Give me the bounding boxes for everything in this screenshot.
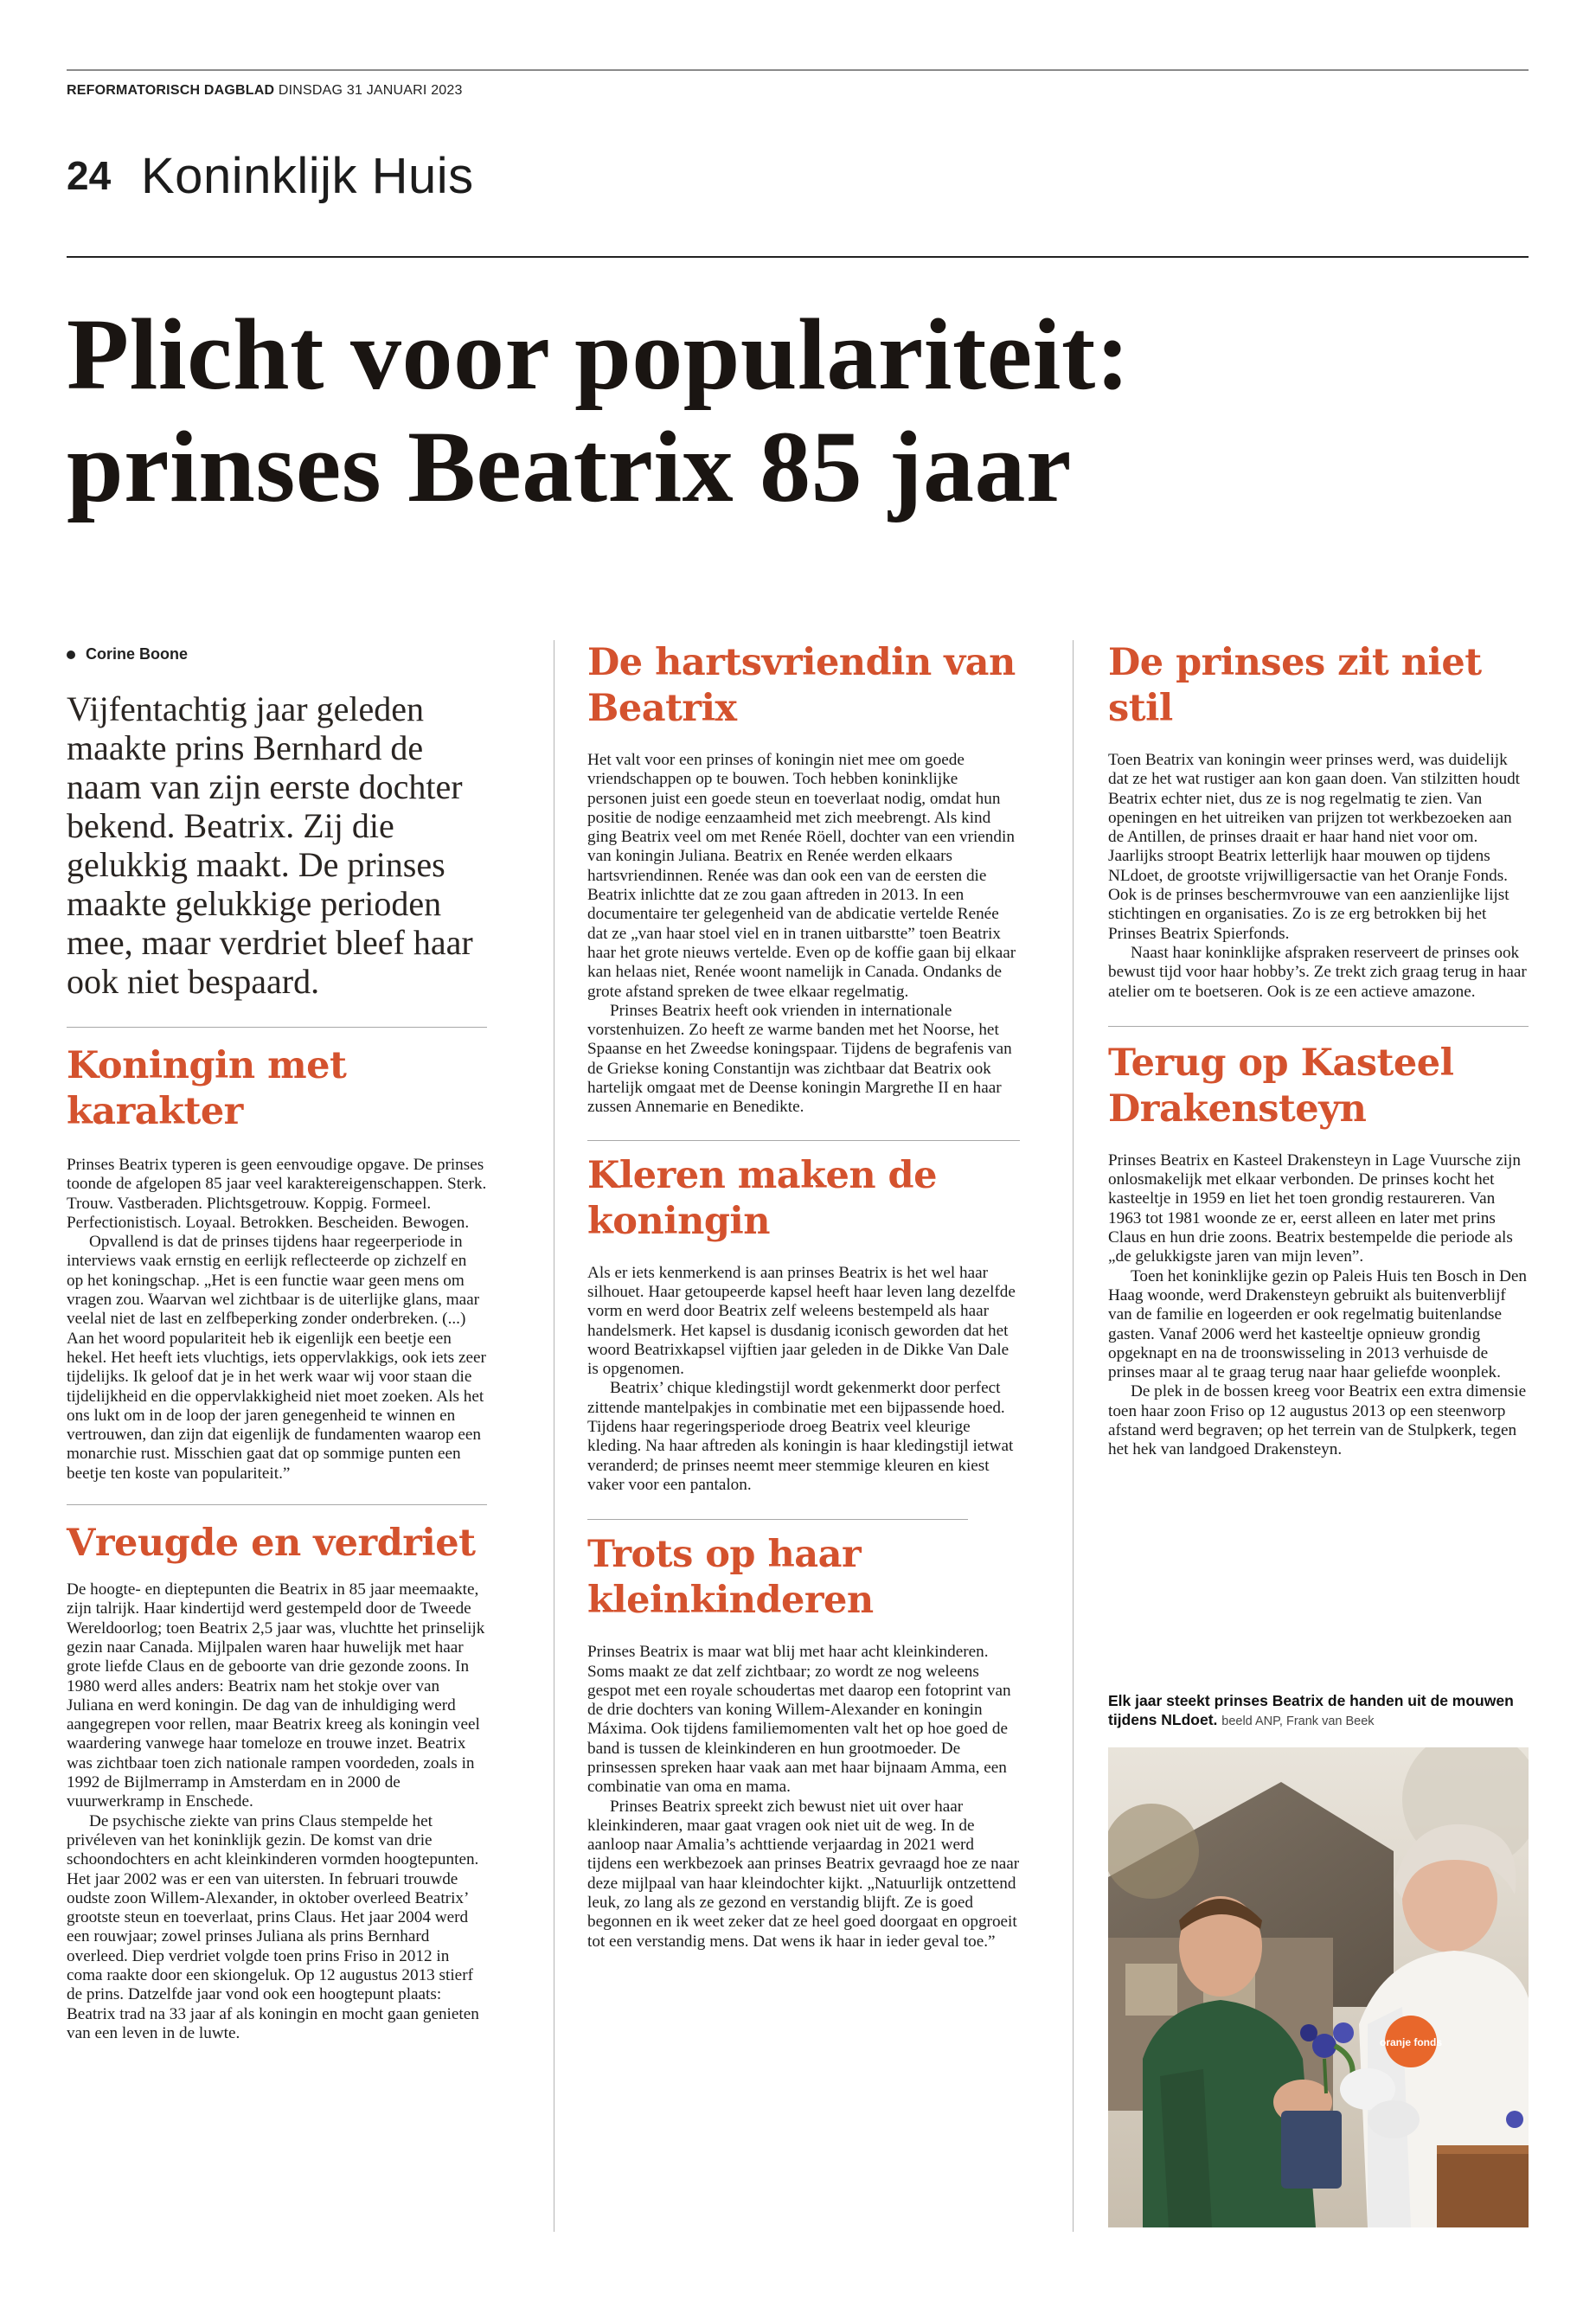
- subhead-drakensteyn: Terug op Kasteel Drakensteyn: [1108, 1041, 1454, 1131]
- paragraph: Toen het koninklijke gezin op Paleis Huis ten Bosch in Den Haag woonde, werd Drakensteyn gebruikt als buitenverblijf van de familie en logeerden er ook regelmatig buitenlandse gasten. Vanaf 2006 werd het kasteeltje opnieuw grondig opgeknapt en na de troonswisseling in 2013 verhuisde de prinses maar al te graag terug naar haar geliefde woonplek.: [1108, 1266, 1528, 1382]
- divider: [587, 1140, 1020, 1141]
- column-2: [587, 640, 1020, 1952]
- section-header: [67, 145, 1529, 258]
- section-drakensteyn-body: [1108, 1151, 1529, 1460]
- photo-credit: beeld ANP, Frank van Beek: [1221, 1715, 1375, 1728]
- byline: [67, 645, 487, 663]
- paragraph: Prinses Beatrix spreekt zich bewust niet uit over haar kleinkinderen, maar gaat vragen ook niet uit de weg. In de aanloop naar Amalia’s achttiende verjaardag in 2021 werd tijdens een werkbezoek aan prinses Beatrix gevraagd hoe ze naar deze mijlpaal van haar kleindochter kijkt. „Natuurlijk ontzettend leuk, zo lang als ze gezond en verstandig blijft. Ze is goed begonnen en ik weet zeker dat ze heel goed doorgaat en opgroeit tot een verstandig mens. Dat wens ik haar in ieder geval toe.”: [587, 1797, 1020, 1951]
- subhead-stil: De prinses zit niet stil: [1108, 641, 1482, 730]
- divider: [67, 1027, 487, 1028]
- paragraph: Beatrix’ chique kledingstijl wordt gekenmerkt door perfect zittende mantelpakjes in combinatie met een bijpassende hoed. Tijdens haar regeringsperiode droeg Beatrix veel kleurige kleding. Na haar aftreden als koningin is haar kledingstijl ietwat veranderd; de prinses neemt meer stemmige kleuren en kiest vaker voor een pantalon.: [587, 1379, 1014, 1494]
- paragraph: Toen Beatrix van koningin weer prinses werd, was duidelijk dat ze het wat rustiger aan kon gaan doen. Van stilzitten houdt Beatrix echter niet, dus ze is nog regelmatig te zien. Van openingen en het uitreiken van prijzen tot werkbezoeken aan de Antillen, de prinses draait er haar hand niet voor om. Jaarlijks stroopt Beatrix letterlijk haar mouwen op tijdens NLdoet, de grootste vrijwilligersactie van het Oranje Fonds. Ook is de prinses beschermvrouwe van een aanzienlijke lijst stichtingen en organisaties. Zo is ze erg betrokken bij het Prinses Beatrix Spierfonds.: [1108, 751, 1520, 943]
- photo-illustration: [1108, 1747, 1529, 2227]
- divider: [1108, 1026, 1529, 1027]
- photo-caption: [1108, 1691, 1529, 1731]
- divider: [587, 1519, 968, 1520]
- author-name: Corine Boone: [86, 645, 189, 663]
- paragraph: Als er iets kenmerkend is aan prinses Beatrix is het wel haar silhouet. Haar getoupeerde kapsel heeft haar leven lang dezelfde vorm en werd door Beatrix zelf weleens bestempeld als haar handelsmerk. Het kapsel is dusdanig iconisch geworden dat het woord Beatrixkapsel vijftien jaar geleden in de Dikke Van Dale is opgenomen.: [587, 1263, 1016, 1379]
- section-trots-body: [587, 1643, 1020, 1952]
- subhead-koningin: Koningin met karakter: [67, 1044, 347, 1133]
- section-title: Koninklijk Huis: [141, 148, 474, 204]
- newspaper-name: REFORMATORISCH DAGBLAD: [67, 83, 275, 98]
- paragraph: Opvallend is dat de prinses tijdens haar regeerperiode in interviews vaak ernstig en eerlijk reflecteerde op zichzelf en op het koningschap. „Het is een functie waar geen mens om vragen zou. Waarvan wel zichtbaar is de uiterlijke glans, maar veelal niet de last en zelfbeperking zonder onderbreken. (...) Aan het woord populariteit heb ik eigenlijk een beetje een hekel. Het heeft iets vluchtigs, iets oppervlakkigs, ook iets zeer tijdelijks. Ik geloof dat je in het werk waar wij voor staan die tijdelijkheid en die oppervlakkigheid niet moet zoeken. Als het ons lukt om in de loop der jaren genegenheid te winnen en vertrouwen, dan zijn dat eigenlijk de fundamenten waarop een monarchie rust. Misschien gaat dat op sommige punten een beetje ten koste van populariteit.”: [67, 1233, 486, 1483]
- divider: [67, 1504, 487, 1505]
- column-3: [1108, 640, 1529, 1728]
- subhead-hartsvriendin: De hartsvriendin van Beatrix: [587, 641, 1016, 730]
- paragraph: Naast haar koninklijke afspraken reserveert de prinses ook bewust tijd voor haar hobby’s. Ze trekt zich graag terug in haar atelier om te boetseren. Ook is ze een actieve amazone.: [1108, 943, 1527, 1001]
- subhead-vreugde: Vreugde en verdriet: [67, 1522, 476, 1566]
- section-hartsvriendin-body: [587, 751, 1020, 1118]
- paragraph: Prinses Beatrix heeft ook vrienden in internationale vorstenhuizen. Zo heeft ze warme banden met het Noorse, het Spaanse en het Zweedse koningspaar. Tijdens de begrafenis van de Griekse koning Constantijn was zichtbaar dat Beatrix ook hartelijk omgaat met de Deense koningin Margrethe II en haar zussen Annemarie en Benedikte.: [587, 1001, 1012, 1117]
- edition-date: DINSDAG 31 JANUARI 2023: [278, 83, 463, 98]
- article-intro: Vijfentachtig jaar geleden maakte prins Bernhard de naam van zijn eerste dochter bekend. Beatrix. Zij die gelukkig maakt. De prinses maakte gelukkige perioden mee, maar verdriet bleef haar ook niet bespaard.: [67, 689, 473, 1001]
- column-1: [67, 640, 487, 2043]
- masthead: [67, 69, 1529, 99]
- headline-line-1: Plicht voor populariteit:: [67, 298, 1131, 411]
- section-vreugde-body: [67, 1580, 487, 2043]
- section-kleren-body: [587, 1264, 1020, 1496]
- article-headline: [67, 298, 1529, 523]
- shirt-logo-text: oranje fonds: [1379, 2036, 1443, 2048]
- section-koningin-body: [67, 1156, 487, 1484]
- headline-line-2: prinses Beatrix 85 jaar: [67, 410, 1072, 523]
- column-divider-2: [1073, 640, 1074, 2232]
- paragraph: Prinses Beatrix is maar wat blij met haar acht kleinkinderen. Soms maakt ze dat zelf zichtbaar; zo wordt ze nog weleens gespot met een royale schoudertas met daarop een fotoprint van de drie dochters van koning Willem-Alexander en koningin Máxima. Ook tijdens familiemomenten valt het op hoe goed de band is tussen de kleinkinderen en hun grootmoeder. De prinsessen spreken haar vaak aan met haar bijnaam Amma, een combinatie van oma en mama.: [587, 1643, 1011, 1797]
- paragraph: De hoogte- en dieptepunten die Beatrix in 85 jaar meemaakte, zijn talrijk. Haar kindertijd werd gestempeld door de Tweede Wereldoorlog; toen Beatrix 2,5 jaar was, vluchtte het prinselijk gezin naar Canada. Mijlpalen waren haar huwelijk met haar grote liefde Claus en de geboorte van drie gezonde zoons. In 1980 werd alles anders: Beatrix nam het stokje over van Juliana en werd koningin. De dag van de inhuldiging werd aangegrepen voor rellen, maar Beatrix kreeg als koningin veel waardering vanwege haar tomeloze en trouwe inzet. Beatrix was zichtbaar toen zich nationale rampen voordeden, zoals in 1992 de Bijlmerramp in Amsterdam en in 2000 de vuurwerkramp in Enschede.: [67, 1580, 485, 1811]
- paragraph: De plek in de bossen kreeg voor Beatrix een extra dimensie toen haar zoon Friso op 12 augustus 2013 op een steenworp afstand werd begraven; op het terrein van de Stulpkerk, tegen het hek van landgoed Drakensteyn.: [1108, 1382, 1527, 1459]
- section-stil-body: [1108, 751, 1529, 1002]
- page-number: 24: [67, 153, 112, 198]
- caption-text: Elk jaar steekt prinses Beatrix de handen uit de mouwen tijdens NLdoet.: [1108, 1692, 1514, 1728]
- subhead-kleren: Kleren maken de koningin: [587, 1153, 937, 1243]
- paragraph: Prinses Beatrix typeren is geen eenvoudige opgave. De prinses toonde de afgelopen 85 jaar veel karaktereigenschappen. Sterk. Trouw. Vastberaden. Plichtsgetrouw. Koppig. Formeel. Perfectionistisch. Loyaal. Betrokken. Bescheiden. Bewogen.: [67, 1156, 487, 1232]
- bullet-icon: [67, 651, 75, 659]
- paragraph: Prinses Beatrix en Kasteel Drakensteyn in Lage Vuursche zijn onlosmakelijk met elkaar verbonden. De prinses kocht het kasteeltje in 1959 en liet het toen grondig restaureren. Van 1963 tot 1981 woonde ze er, eerst alleen en later met prins Claus en hun drie zoons. Beatrix bestempelde die periode als „de gelukkigste jaren van mijn leven”.: [1108, 1150, 1521, 1266]
- paragraph: De psychische ziekte van prins Claus stempelde het privéleven van het koninklijk gezin. De komst van drie schoondochters en acht kleinkinderen vormden hoogtepunten. Het jaar 2002 was er een van uitersten. In februari trouwde oudste zoon Willem-Alexander, in oktober overleed Beatrix’ grootste steun en toeverlaat, prins Claus. Het jaar 2004 werd een rouwjaar; zowel prinses Juliana als prins Bernhard overleed. Diep verdriet volgde toen prins Friso in 2012 in coma raakte door een skiongeluk. Op 12 augustus 2013 stierf de prins. Datzelfde jaar vond ook een hoogtepunt plaats: Beatrix trad na 33 jaar af als koningin en mocht gaan genieten van een leven in de luwte.: [67, 1811, 479, 2042]
- subhead-trots: Trots op haar kleinkinderen: [587, 1533, 874, 1623]
- article-photo: [1108, 1747, 1529, 2227]
- paragraph: Het valt voor een prinses of koningin niet mee om goede vriendschappen op te bouwen. Toch hebben koninklijke personen juist een goede steun en toeverlaat nodig, omdat hun positie de nodige eenzaamheid met zich meebrengt. Als kind ging Beatrix veel om met Renée Röell, dochter van een vriendin van koningin Juliana. Beatrix en Renée werden elkaars hartsvriendinnen. Renée was dan ook een van de eersten die Beatrix inlichtte dat ze zou gaan aftreden in 2013. In een documentaire ter gelegenheid van de abdicatie vertelde Renée dat ze „van haar stoel viel en in tranen uitbarstte” toen Beatrix haar het grote nieuws vertelde. Even op de koffie gaan bij elkaar kan helaas niet, Renée woont namelijk in Canada. Ondanks de grote afstand spreken de twee elkaar regelmatig.: [587, 751, 1016, 1001]
